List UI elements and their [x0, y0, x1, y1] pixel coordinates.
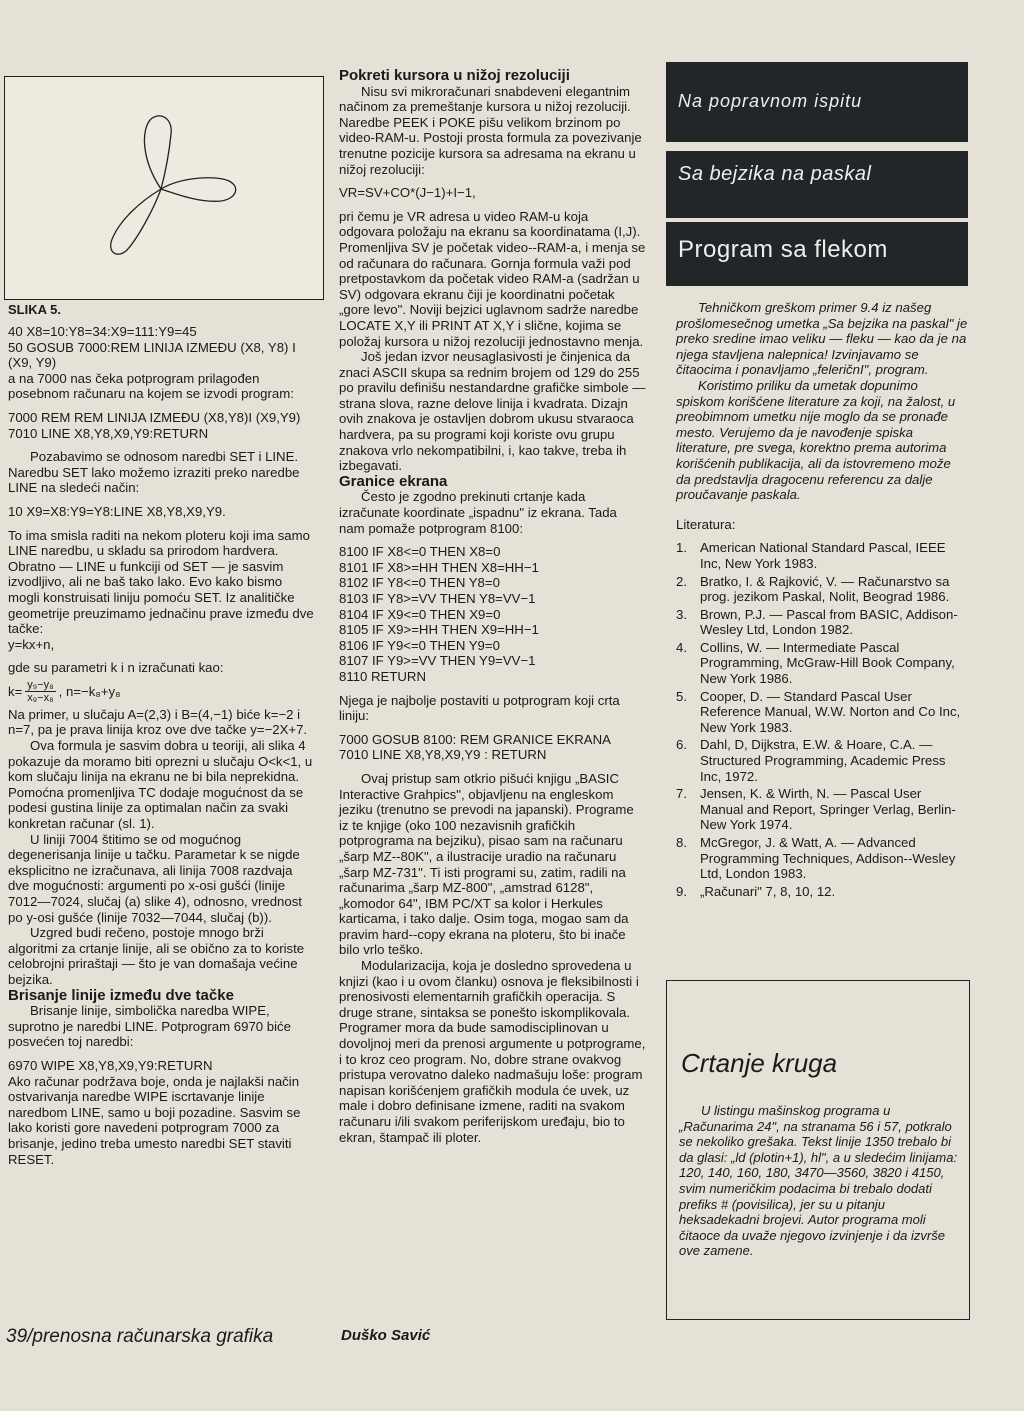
banner-sa-bejzika-na-paskal: [666, 151, 968, 227]
code-line: 8106 IF Y9<=0 THEN Y9=0: [339, 637, 500, 653]
column-right: [676, 300, 968, 901]
code-line: 40 X8=10:Y8=34:X9=111:Y9=45: [8, 324, 197, 339]
paragraph: Modularizacija, koja je dosledno sprovedena u knjizi (kao i u ovom članku) osnova je fleksibilnosti i prenosivosti elementarnih grafičkih operacija. S druge strane, sintaksa se ponešto iskomplikovala. Programer mora da bude samodisciplinovan u dovoljnoj meri da prenosi argumente u potprograme, i to kroz ceo program. No, dobre strane ovakvog pristupa verovatno daleko nadmašuju loše: program napisan korišćenjem grafičkih modula će uvek, uz male i dobro definisane izmene, raditi na svakom računaru i/ili svakom periferijskom uređaju, bio to ekran, štampač ili ploter.: [339, 958, 646, 1145]
banner-text: Na popravnom ispitu: [678, 91, 863, 111]
code-line: 8105 IF X9>=HH THEN X9=HH−1: [339, 622, 539, 638]
code-line: 8107 IF Y9>=VV THEN Y9=VV−1: [339, 653, 536, 669]
item-number: 2.: [676, 573, 687, 589]
code-line: 8104 IF X9<=0 THEN X9=0: [339, 606, 501, 622]
paragraph: pri čemu je VR adresa u video RAM-u koja odgovara položaju na ekranu sa koordinatama (I,J). Promenljiva SV je početak video--RAM-a, i menja se od računara do računara. Gornja formula važi pod pretpostavkom da početak video RAM-a (sadržan u SV) odgovara ekranu čiji je koordinatni početak „gore levo". Noviji bejzici uglavnom sadrže naredbe LOCATE X,Y ili PRINT AT X,Y i slične, kojima se položaj kursora u nižoj rezoluciji jednostavno menja.: [339, 208, 646, 349]
box-text: U listingu mašinskog programa u „Računarima 24", na stranama 56 i 57, potkralo se nekoliko grešaka. Tekst linije 1350 trebalo bi da glasi: „ld (plotin+1), hl", a u sledećim linijama: 120, 140, 160, 180, 3470—3560, 3820 i 4150, svim numeričkim podacima bi trebalo dodati prefiks # (povisilica), jer su u pitanju heksadekadni brojevi. Autor programa moli čitaoce da uvaže njegovo izvinjenje i da izvrše ove zamene.: [679, 1103, 958, 1259]
equation-n: , n=−k₈+y₈: [58, 683, 121, 699]
item-text: Jensen, K. & Wirth, N. — Pascal User Manual and Report, Springer Verlag, Berlin-New York 1974.: [700, 786, 956, 833]
paragraph: Ovaj pristup sam otkrio pišući knjigu „BASIC Interactive Grahpics", objavljenu na engleskom jeziku (trenutno se prevodi na japanski). Programe iz te knjige (oko 100 nezavisnih grafičkih potprograma na bejziku), pisao sam na računaru „šarp MZ--80K", a ilustracije uradio na računaru „šarp MZ-731". Ti isti programi su, zatim, radili na računarima „šarp MZ-800", „amstrad 6128", „komodor 64", IBM PC/XT sa kolor i Herkules karticama, i tako dalje. Osim toga, mogao sam da pravim hard--copy ekrana na ploteru, što bi inače bilo vrlo teško.: [339, 770, 634, 958]
paragraph: Uzgred budi rečeno, postoje mnogo brži algoritmi za crtanje linije, ali se obično za to koriste celobrojni priraštaji — što je van domašaja većine bejzika.: [8, 925, 305, 987]
trefoil-curve-drawing: [5, 77, 323, 299]
fraction-denominator: x₉−x₈: [27, 691, 54, 704]
list-item: [676, 689, 968, 736]
code-listing-8100: [339, 544, 646, 684]
banner-program-sa-flekom: [666, 218, 968, 286]
item-text: Brown, P.J. — Pascal from BASIC, Addison-Wesley Ltd, London 1982.: [700, 606, 958, 638]
item-text: Cooper, D. — Standard Pascal User Reference Manual, W.W. Norton and Co Inc, New York 1983.: [700, 688, 961, 735]
list-item: [676, 574, 968, 605]
code-line: 8101 IF X8>=HH THEN X8=HH−1: [339, 559, 539, 575]
paragraph: Nisu svi mikroračunari snabdeveni elegantnim načinom za premeštanje kursora u nižoj rezoluciji. Naredbe PEEK i POKE pišu velikom brzinom po video-RAM-u. Postoji prosta formula za povezivanje trenutne pozicije kursora sa adresama na ekranu u nižoj rezoluciji:: [339, 83, 642, 177]
item-text: Dahl, D, Dijkstra, E.W. & Hoare, C.A. — Structured Programming, Academic Press Inc, 1972.: [700, 737, 946, 784]
section-heading: Brisanje linije između dve tačke: [8, 986, 234, 1004]
literature-title: Literatura:: [676, 516, 736, 532]
banner-na-popravnom-ispitu: [666, 62, 968, 142]
equation-k-label: k=: [8, 683, 23, 699]
item-number: 6.: [676, 737, 687, 753]
code-line: 7010 LINE X8,Y8,X9,Y9 : RETURN: [339, 747, 547, 763]
paragraph: Tehničkom greškom primer 9.4 iz našeg prošlomesečnog umetka „Sa bejzika na paskal" je preko sredine imao veliku — fleku — kao da je na njega stavljena nalepnica! Izvinjavamo se čitaocima i ponavljamo „feleričnI", program.: [676, 300, 968, 378]
code-line: 6970 WIPE X8,Y8,X9,Y9:RETURN: [8, 1057, 213, 1073]
list-item: [676, 835, 968, 882]
banner-text: Program sa flekom: [678, 236, 888, 263]
paragraph: U liniji 7004 štitimo se od mogućnog degenerisanja linije u tačku. Parametar k se nigde eksplicitno ne izračunava, ali linija 7008 razdvaja dve mogućnosti: argumenti po x-osi gušći (linije 7012—7024, slučaj (a) slike 4), odnosno, vrednost po y-osi gušće (linije 7032—7044, slučaj (b)).: [8, 831, 302, 925]
code-line: 8110 RETURN: [339, 668, 426, 684]
page-footer-section: 39/prenosna računarska grafika: [6, 1326, 274, 1347]
paragraph: Koristimo priliku da umetak dopunimo spiskom korišćene literature za koji, na žalost, u preobimnom umetku nije moglo da se pronađe mesto. Verujemo da je navođenje spiska literature, pre svega, korektno prema autorima korišćenih publikacija, ali da istovremeno može da predstavlja dragocenu referencu za dalje proučavanje paskala.: [676, 377, 956, 503]
item-number: 5.: [676, 688, 687, 704]
paragraph: Često je zgodno prekinuti crtanje kada izračunate koordinate „ispadnu" iz ekrana. Tada nam pomaže potprogram 8100:: [339, 489, 617, 536]
item-text: American National Standard Pascal, IEEE Inc, New York 1983.: [700, 540, 946, 571]
code-line: 7010 LINE X8,Y8,X9,Y9:RETURN: [8, 425, 209, 441]
banner-text: Sa bejzika na paskal: [678, 163, 872, 185]
column-middle: [339, 68, 646, 1145]
code-line: 8100 IF X8<=0 THEN X8=0: [339, 544, 501, 560]
item-text: McGregor, J. & Watt, A. — Advanced Programming Techniques, Addison--Wesley Ltd, London 1983.: [700, 835, 956, 882]
item-number: 7.: [676, 786, 687, 802]
list-item: [676, 607, 968, 638]
equation: y=kx+n,: [8, 636, 55, 652]
list-item: [676, 640, 968, 687]
code-line: 8102 IF Y8<=0 THEN Y8=0: [339, 575, 500, 591]
item-number: 9.: [676, 883, 687, 899]
code-line: 7000 GOSUB 8100: REM GRANICE EKRANA: [339, 731, 611, 747]
list-item: [676, 540, 968, 571]
equation-fraction: [25, 679, 55, 704]
figure-caption: SLIKA 5.: [8, 302, 61, 317]
code-line: 10 X9=X8:Y9=Y8:LINE X8,Y8,X9,Y9.: [8, 503, 226, 519]
list-item: [676, 737, 968, 784]
figure-trefoil: [4, 76, 324, 300]
paragraph: Ako računar podržava boje, onda je najlakši način ostvarivanja naredbe WIPE iscrtavanje linije naredbom LINE, samo u boji pozadine. Sasvim se lako koristi gore navedeni potprogram 7000 za brisanje, jedino treba umesto naredbi SET staviti RESET.: [8, 1073, 301, 1167]
equation: VR=SV+CO*(J−1)+I−1,: [339, 185, 476, 201]
equation-k: [8, 679, 316, 704]
item-number: 8.: [676, 835, 687, 850]
column-left: [8, 324, 316, 1167]
item-text: Bratko, I. & Rajković, V. — Računarstvo sa prog. jezikom Paskal, Nolit, Beograd 1986.: [700, 573, 950, 605]
paragraph: Njega je najbolje postaviti u potprogram koji crta liniju:: [339, 692, 620, 724]
list-item: [676, 786, 968, 833]
list-item: [676, 884, 968, 900]
item-number: 3.: [676, 606, 687, 622]
item-text: Collins, W. — Intermediate Pascal Programming, McGraw-Hill Book Company, New York 1986.: [700, 639, 955, 687]
code-line: 7000 REM REM LINIJA IZMEĐU (X8,Y8)I (X9,Y9): [8, 409, 301, 425]
item-number: 4.: [676, 639, 687, 655]
fraction-numerator: y₉−y₈: [27, 678, 54, 691]
item-number: 1.: [676, 540, 687, 556]
section-heading: Granice ekrana: [339, 472, 448, 490]
paragraph: Na primer, u slučaju A=(2,3) i B=(4,−1) biće k=−2 i n=7, pa je prava linija kroz ove dve tačke y=−2X+7.: [8, 706, 308, 738]
paragraph: Pozabavimo se odnosom naredbi SET i LINE. Naredbu SET lako možemo izraziti preko naredbe LINE na sledeći način:: [8, 449, 300, 496]
code-line: 50 GOSUB 7000:REM LINIJA IZMEĐU (X8, Y8) I (X9, Y9): [8, 339, 296, 371]
box-title: Crtanje kruga: [681, 1048, 838, 1078]
paragraph: To ima smisla raditi na nekom ploteru koji ima samo LINE naredbu, u skladu sa prirodom hardvera. Obratno — LINE u funkciji od SET — je sasvim izvodljivo, ali ne baš tako lako. Evo kako bismo mogli konstruisati liniju pomoću SET. Iz analitičke geometrije preuzimamo jednačinu prave između dve tačke:: [8, 527, 314, 637]
section-heading: Pokreti kursora u nižoj rezoluciji: [339, 67, 570, 84]
correction-box-crtanje-kruga: [666, 980, 970, 1320]
code-line: 8103 IF Y8>=VV THEN Y8=VV−1: [339, 591, 536, 606]
literature-list: [676, 540, 968, 899]
author-name: Duško Savić: [341, 1327, 431, 1344]
paragraph: Još jedan izvor neusaglasivosti je činjenica da znaci ASCII skupa sa rednim brojem od 129 do 255 po pravilu definišu nestandardne grafičke simbole — strana slova, razne delove linija i kvadrata. Dizajn ovih znakova je ostavljen dobrom ukusu stvaraoca hardvera, pa su programi koji koriste ovu grupu znakova vrlo nekompatibilni, i, kao takve, treba ih izbegavati.: [339, 349, 646, 474]
item-text: „Računari" 7, 8, 10, 12.: [700, 883, 836, 899]
paragraph: a na 7000 nas čeka potprogram prilagođen posebnom računaru na kojem se izvodi program:: [8, 370, 294, 402]
paragraph: gde su parametri k i n izračunati kao:: [8, 660, 224, 676]
paragraph: Ova formula je sasvim dobra u teoriji, ali slika 4 pokazuje da moramo biti oprezni u slučaju O<k<1, u kom slučaju linija na ekranu ne bi bila neprekidna. Pomoćna promenljiva TC dodaje mogućnost da se podesi gustina linije za optimalan način za svaki konkretan računar (sl. 1).: [8, 738, 313, 832]
paragraph: Brisanje linije, simbolička naredba WIPE, suprotno je naredbi LINE. Potprogram 6970 biće posvećen toj naredbi:: [8, 1003, 291, 1050]
